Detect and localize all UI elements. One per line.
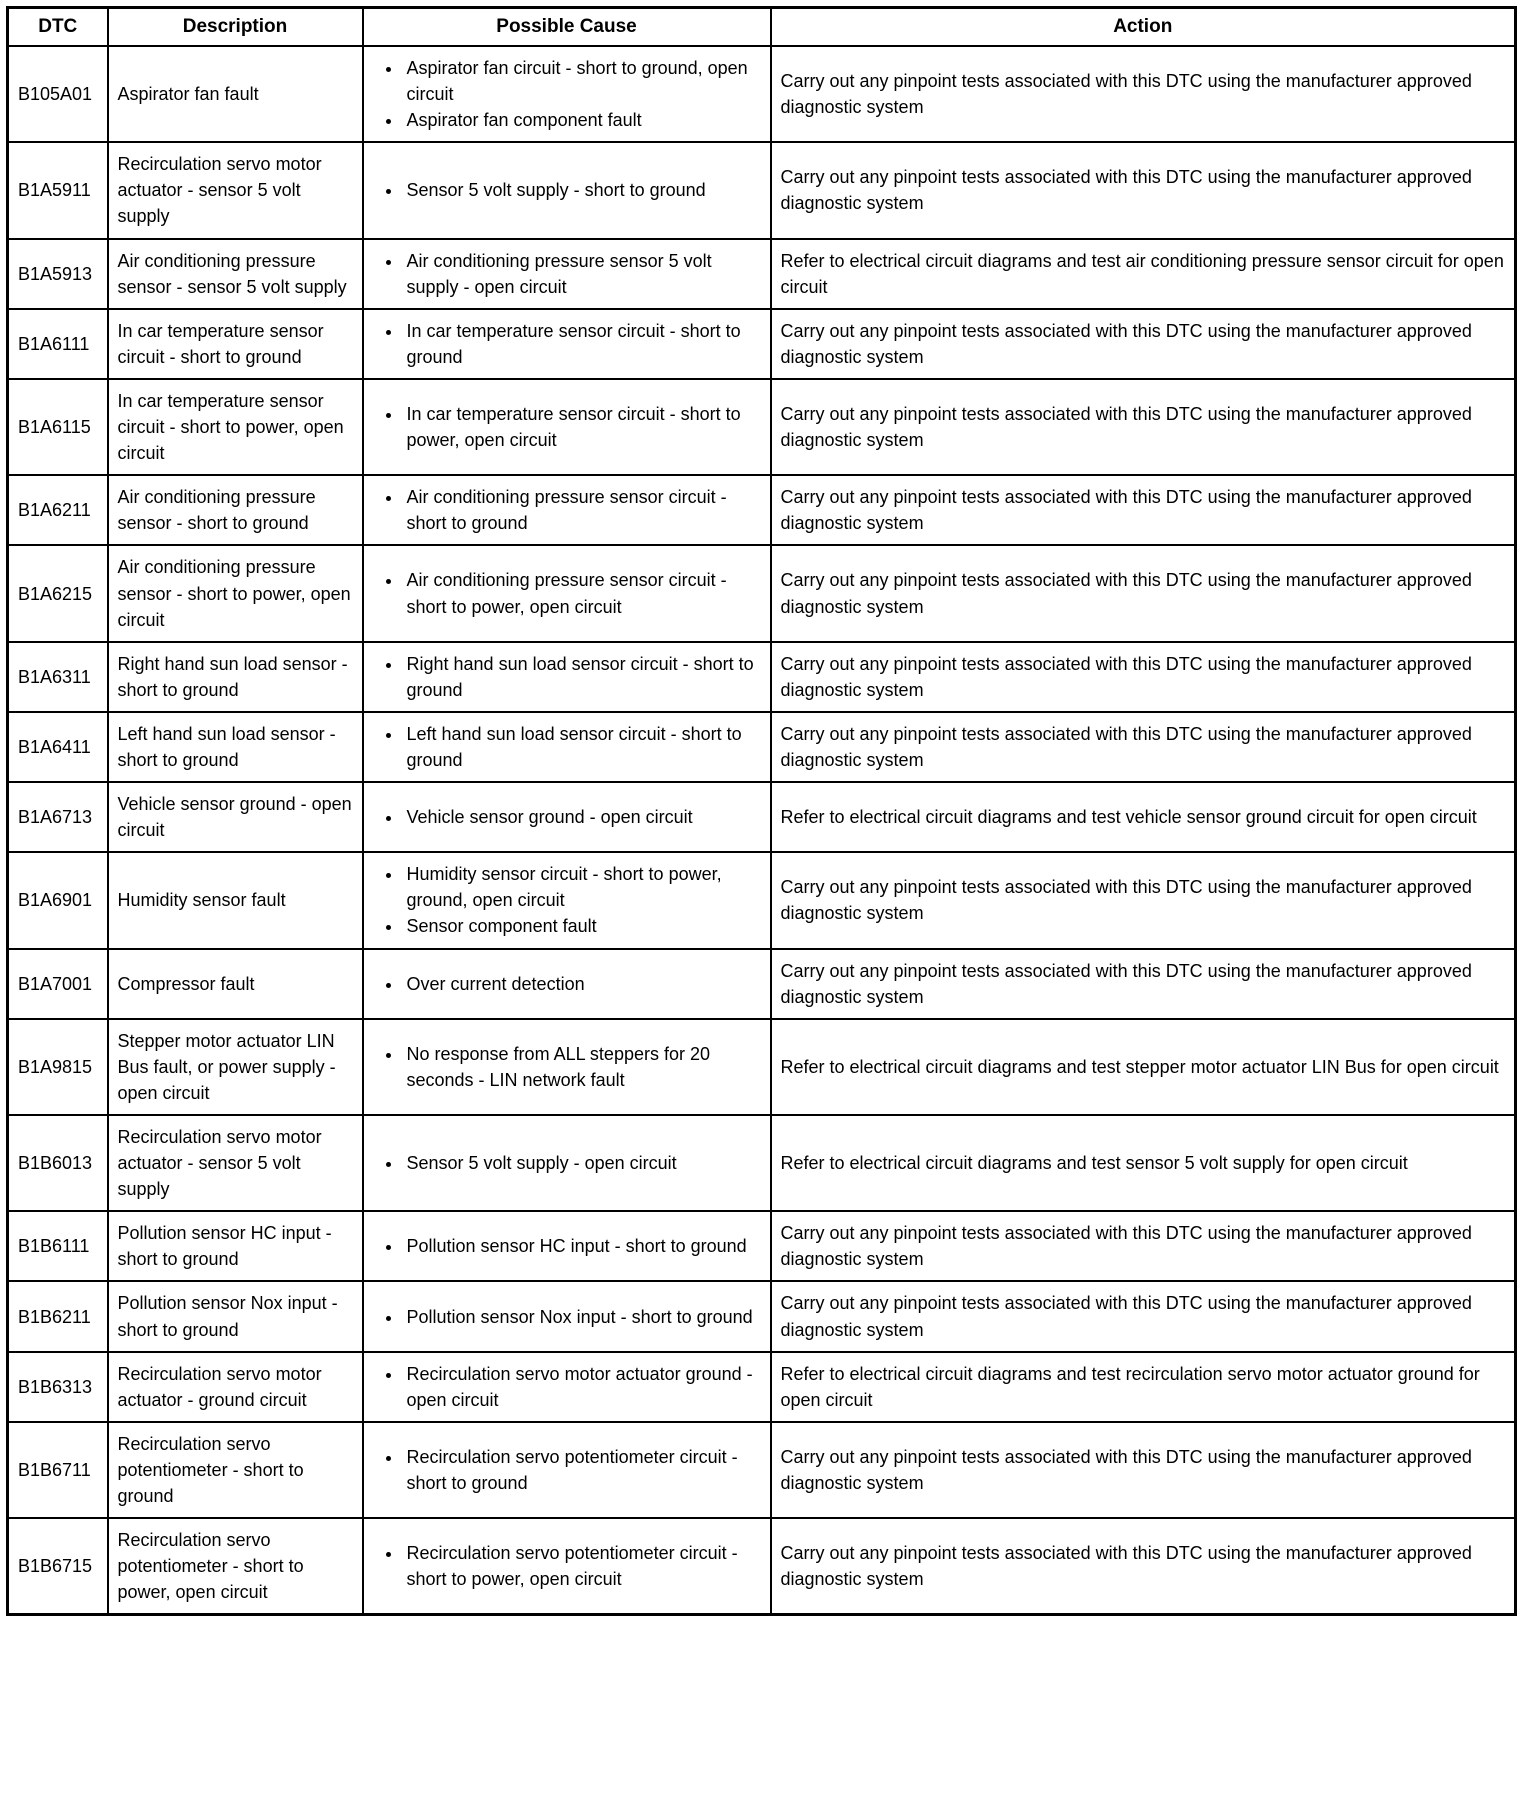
dtc-description: Recirculation servo motor actuator - sensor 5 volt supply xyxy=(108,1115,363,1211)
cause-list xyxy=(373,1150,761,1176)
dtc-code: B1A9815 xyxy=(8,1019,108,1115)
possible-cause-cell xyxy=(363,1352,771,1422)
cause-item: • Left hand sun load sensor circuit - short to ground xyxy=(403,721,761,773)
action-cell: Refer to electrical circuit diagrams and test air conditioning pressure sensor circuit for open circuit xyxy=(771,239,1516,309)
possible-cause-cell xyxy=(363,1211,771,1281)
possible-cause-cell xyxy=(363,1115,771,1211)
col-header-dtc: DTC xyxy=(8,8,108,47)
cause-list xyxy=(373,1233,761,1259)
dtc-description: Aspirator fan fault xyxy=(108,46,363,142)
dtc-code: B1B6313 xyxy=(8,1352,108,1422)
cause-item: • Vehicle sensor ground - open circuit xyxy=(403,804,761,830)
action-cell: Carry out any pinpoint tests associated with this DTC using the manufacturer approved diagnostic system xyxy=(771,712,1516,782)
cause-list xyxy=(373,1304,761,1330)
cause-item: • Right hand sun load sensor circuit - short to ground xyxy=(403,651,761,703)
action-cell: Carry out any pinpoint tests associated with this DTC using the manufacturer approved diagnostic system xyxy=(771,142,1516,238)
cause-item: • In car temperature sensor circuit - short to ground xyxy=(403,318,761,370)
table-row xyxy=(8,782,1516,852)
cause-list xyxy=(373,567,761,619)
dtc-code: B1A6215 xyxy=(8,545,108,641)
dtc-description: Right hand sun load sensor - short to ground xyxy=(108,642,363,712)
cause-item: • Recirculation servo potentiometer circuit - short to ground xyxy=(403,1444,761,1496)
dtc-description: Air conditioning pressure sensor - short to power, open circuit xyxy=(108,545,363,641)
cause-item: • Recirculation servo potentiometer circuit - short to power, open circuit xyxy=(403,1540,761,1592)
dtc-description: Recirculation servo potentiometer - short to ground xyxy=(108,1422,363,1518)
dtc-description: In car temperature sensor circuit - short to power, open circuit xyxy=(108,379,363,475)
dtc-code: B1A6111 xyxy=(8,309,108,379)
possible-cause-cell xyxy=(363,642,771,712)
cause-item: • Humidity sensor circuit - short to power, ground, open circuit xyxy=(403,861,761,913)
dtc-description: Recirculation servo potentiometer - short to power, open circuit xyxy=(108,1518,363,1615)
action-cell: Refer to electrical circuit diagrams and test vehicle sensor ground circuit for open circuit xyxy=(771,782,1516,852)
cause-item: • Over current detection xyxy=(403,971,761,997)
cause-list xyxy=(373,248,761,300)
possible-cause-cell xyxy=(363,712,771,782)
action-cell: Refer to electrical circuit diagrams and test sensor 5 volt supply for open circuit xyxy=(771,1115,1516,1211)
possible-cause-cell xyxy=(363,46,771,142)
cause-item: • Sensor component fault xyxy=(403,913,761,939)
cause-item: • No response from ALL steppers for 20 seconds - LIN network fault xyxy=(403,1041,761,1093)
col-header-action: Action xyxy=(771,8,1516,47)
dtc-code: B1A5913 xyxy=(8,239,108,309)
cause-item: • Aspirator fan circuit - short to ground, open circuit xyxy=(403,55,761,107)
action-cell: Carry out any pinpoint tests associated with this DTC using the manufacturer approved diagnostic system xyxy=(771,642,1516,712)
possible-cause-cell xyxy=(363,1422,771,1518)
possible-cause-cell xyxy=(363,379,771,475)
col-header-possible-cause: Possible Cause xyxy=(363,8,771,47)
action-cell: Carry out any pinpoint tests associated with this DTC using the manufacturer approved diagnostic system xyxy=(771,1422,1516,1518)
dtc-description: Air conditioning pressure sensor - sensor 5 volt supply xyxy=(108,239,363,309)
table-row xyxy=(8,46,1516,142)
dtc-table-body xyxy=(8,46,1516,1615)
possible-cause-cell xyxy=(363,142,771,238)
cause-list xyxy=(373,55,761,133)
action-cell: Carry out any pinpoint tests associated with this DTC using the manufacturer approved diagnostic system xyxy=(771,475,1516,545)
table-row xyxy=(8,239,1516,309)
action-cell: Carry out any pinpoint tests associated with this DTC using the manufacturer approved diagnostic system xyxy=(771,379,1516,475)
action-cell: Refer to electrical circuit diagrams and test recirculation servo motor actuator ground for open circuit xyxy=(771,1352,1516,1422)
table-row xyxy=(8,642,1516,712)
cause-list xyxy=(373,1540,761,1592)
header-row xyxy=(8,8,1516,47)
dtc-code: B1A6411 xyxy=(8,712,108,782)
dtc-description: Recirculation servo motor actuator - sensor 5 volt supply xyxy=(108,142,363,238)
cause-list xyxy=(373,1041,761,1093)
possible-cause-cell xyxy=(363,782,771,852)
dtc-description: Left hand sun load sensor - short to ground xyxy=(108,712,363,782)
dtc-code: B1B6111 xyxy=(8,1211,108,1281)
action-cell: Refer to electrical circuit diagrams and test stepper motor actuator LIN Bus for open circuit xyxy=(771,1019,1516,1115)
table-row xyxy=(8,712,1516,782)
possible-cause-cell xyxy=(363,852,771,948)
action-cell: Carry out any pinpoint tests associated with this DTC using the manufacturer approved diagnostic system xyxy=(771,46,1516,142)
dtc-description: Compressor fault xyxy=(108,949,363,1019)
cause-list xyxy=(373,484,761,536)
cause-list xyxy=(373,1444,761,1496)
cause-list xyxy=(373,177,761,203)
table-row xyxy=(8,1115,1516,1211)
table-row xyxy=(8,475,1516,545)
possible-cause-cell xyxy=(363,475,771,545)
dtc-description: Recirculation servo motor actuator - ground circuit xyxy=(108,1352,363,1422)
dtc-description: In car temperature sensor circuit - short to ground xyxy=(108,309,363,379)
cause-list xyxy=(373,971,761,997)
cause-item: • Pollution sensor Nox input - short to ground xyxy=(403,1304,761,1330)
dtc-description: Air conditioning pressure sensor - short to ground xyxy=(108,475,363,545)
dtc-code: B1B6013 xyxy=(8,1115,108,1211)
cause-item: • Sensor 5 volt supply - short to ground xyxy=(403,177,761,203)
table-row xyxy=(8,142,1516,238)
table-row xyxy=(8,309,1516,379)
dtc-description: Humidity sensor fault xyxy=(108,852,363,948)
cause-item: • In car temperature sensor circuit - short to power, open circuit xyxy=(403,401,761,453)
dtc-code: B1A6211 xyxy=(8,475,108,545)
col-header-description: Description xyxy=(108,8,363,47)
action-cell: Carry out any pinpoint tests associated with this DTC using the manufacturer approved diagnostic system xyxy=(771,309,1516,379)
cause-item: • Aspirator fan component fault xyxy=(403,107,761,133)
action-cell: Carry out any pinpoint tests associated with this DTC using the manufacturer approved diagnostic system xyxy=(771,1281,1516,1351)
cause-list xyxy=(373,804,761,830)
dtc-code: B1B6715 xyxy=(8,1518,108,1615)
dtc-table-header xyxy=(8,8,1516,47)
cause-list xyxy=(373,1361,761,1413)
cause-item: • Sensor 5 volt supply - open circuit xyxy=(403,1150,761,1176)
possible-cause-cell xyxy=(363,949,771,1019)
action-cell: Carry out any pinpoint tests associated with this DTC using the manufacturer approved diagnostic system xyxy=(771,949,1516,1019)
table-row xyxy=(8,545,1516,641)
dtc-code: B1A6713 xyxy=(8,782,108,852)
action-cell: Carry out any pinpoint tests associated with this DTC using the manufacturer approved diagnostic system xyxy=(771,545,1516,641)
dtc-code: B1B6711 xyxy=(8,1422,108,1518)
possible-cause-cell xyxy=(363,545,771,641)
dtc-description: Stepper motor actuator LIN Bus fault, or power supply - open circuit xyxy=(108,1019,363,1115)
dtc-code: B1A6311 xyxy=(8,642,108,712)
possible-cause-cell xyxy=(363,1281,771,1351)
cause-list xyxy=(373,401,761,453)
cause-list xyxy=(373,318,761,370)
cause-list xyxy=(373,861,761,939)
cause-item: • Air conditioning pressure sensor circuit - short to ground xyxy=(403,484,761,536)
dtc-code: B1A6115 xyxy=(8,379,108,475)
action-cell: Carry out any pinpoint tests associated with this DTC using the manufacturer approved diagnostic system xyxy=(771,1211,1516,1281)
table-row xyxy=(8,379,1516,475)
dtc-code: B1A7001 xyxy=(8,949,108,1019)
dtc-description: Pollution sensor Nox input - short to ground xyxy=(108,1281,363,1351)
possible-cause-cell xyxy=(363,1518,771,1615)
table-row xyxy=(8,1211,1516,1281)
table-row xyxy=(8,1352,1516,1422)
possible-cause-cell xyxy=(363,309,771,379)
dtc-code: B1B6211 xyxy=(8,1281,108,1351)
table-row xyxy=(8,1422,1516,1518)
dtc-code: B105A01 xyxy=(8,46,108,142)
cause-list xyxy=(373,651,761,703)
cause-item: • Pollution sensor HC input - short to ground xyxy=(403,1233,761,1259)
cause-item: • Recirculation servo motor actuator ground - open circuit xyxy=(403,1361,761,1413)
possible-cause-cell xyxy=(363,1019,771,1115)
cause-list xyxy=(373,721,761,773)
dtc-code: B1A6901 xyxy=(8,852,108,948)
table-row xyxy=(8,1518,1516,1615)
dtc-code: B1A5911 xyxy=(8,142,108,238)
cause-item: • Air conditioning pressure sensor 5 volt supply - open circuit xyxy=(403,248,761,300)
possible-cause-cell xyxy=(363,239,771,309)
table-row xyxy=(8,852,1516,948)
dtc-description: Vehicle sensor ground - open circuit xyxy=(108,782,363,852)
action-cell: Carry out any pinpoint tests associated with this DTC using the manufacturer approved diagnostic system xyxy=(771,1518,1516,1615)
action-cell: Carry out any pinpoint tests associated with this DTC using the manufacturer approved diagnostic system xyxy=(771,852,1516,948)
cause-item: • Air conditioning pressure sensor circuit - short to power, open circuit xyxy=(403,567,761,619)
table-row xyxy=(8,1281,1516,1351)
dtc-table xyxy=(6,6,1517,1616)
table-row xyxy=(8,949,1516,1019)
table-row xyxy=(8,1019,1516,1115)
dtc-description: Pollution sensor HC input - short to ground xyxy=(108,1211,363,1281)
